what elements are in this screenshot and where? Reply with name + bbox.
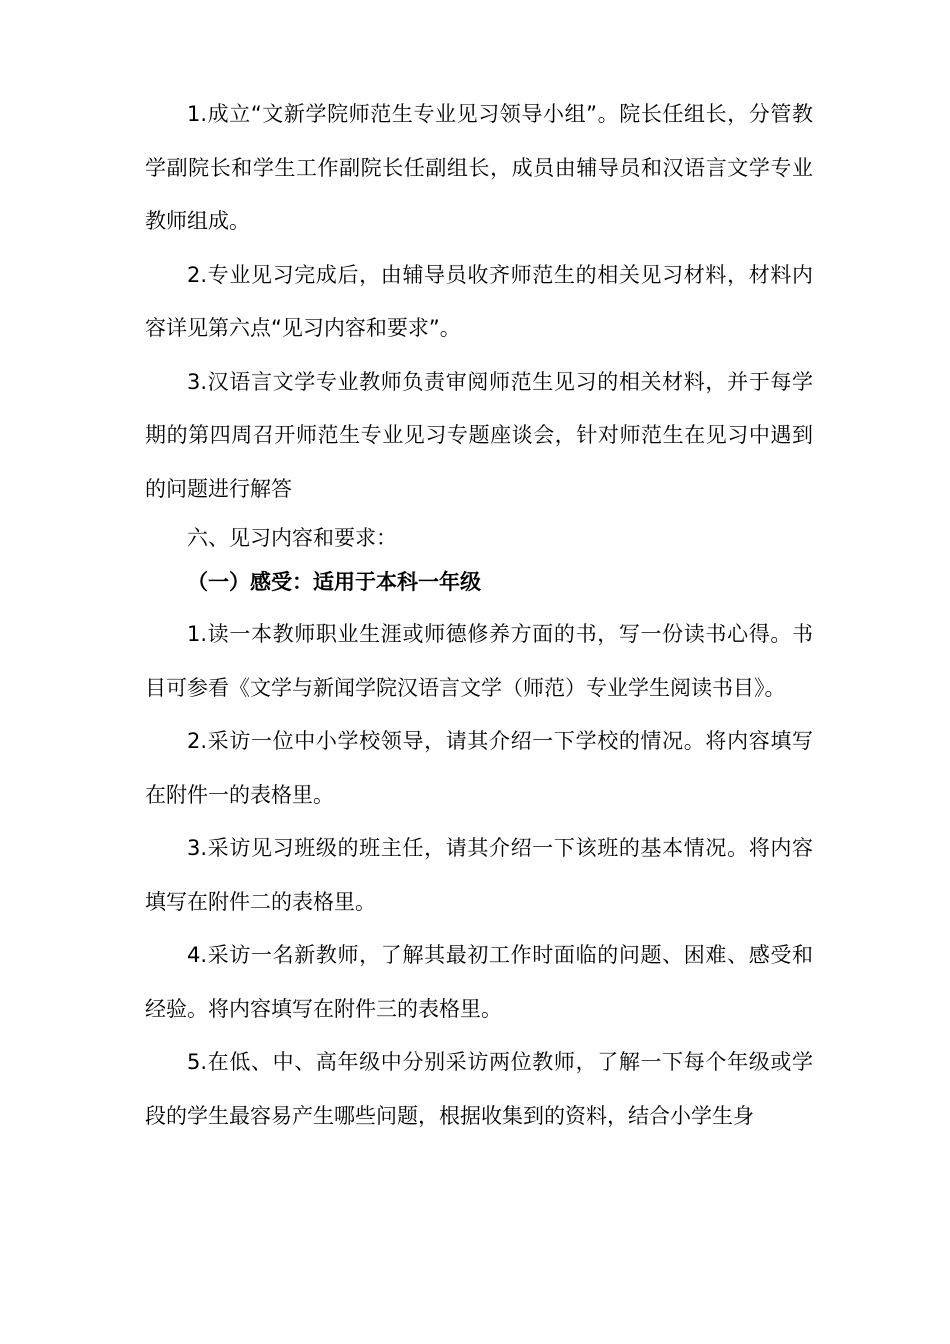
- paragraph-leadership-group: 1.成立“文新学院师范生专业见习领导小组”。院长任组长，分管教学副院长和学生工作副院长任副组长，成员由辅导员和汉语言文学专业教师组成。: [145, 102, 813, 233]
- section-heading-content-requirements: 六、见习内容和要求：: [187, 526, 397, 550]
- paragraph-materials-review: 3.汉语言文学专业教师负责审阅师范生见习的相关材料，并于每学期的第四周召开师范生专业见习专题座谈会，针对师范生在见习中遇到的问题进行解答: [145, 369, 813, 501]
- paragraph-item-5-grade-teachers: 5.在低、中、高年级中分别采访两位教师，了解一下每个年级或学段的学生最容易产生哪些问题，根据收集到的资料，结合小学生身: [145, 1050, 813, 1128]
- paragraph-item-3-head-teacher: 3.采访见习班级的班主任，请其介绍一下该班的基本情况。将内容填写在附件二的表格里。: [145, 836, 813, 914]
- paragraph-materials-collection: 2.专业见习完成后，由辅导员收齐师范生的相关见习材料，材料内容详见第六点“见习内容和要求”。: [145, 262, 813, 340]
- paragraph-item-2-school-leader: 2.采访一位中小学校领导，请其介绍一下学校的情况。将内容填写在附件一的表格里。: [145, 729, 813, 807]
- paragraph-item-1-reading: 1.读一本教师职业生涯或师德修养方面的书，写一份读书心得。书目可参看《文学与新闻学院汉语言文学（师范）专业学生阅读书目》。: [145, 622, 813, 700]
- subsection-heading-feeling: （一）感受：适用于本科一年级: [187, 570, 481, 594]
- paragraph-item-4-new-teacher: 4.采访一名新教师，了解其最初工作时面临的问题、困难、感受和经验。将内容填写在附件三的表格里。: [145, 943, 813, 1021]
- document-body: [145, 88, 813, 1143]
